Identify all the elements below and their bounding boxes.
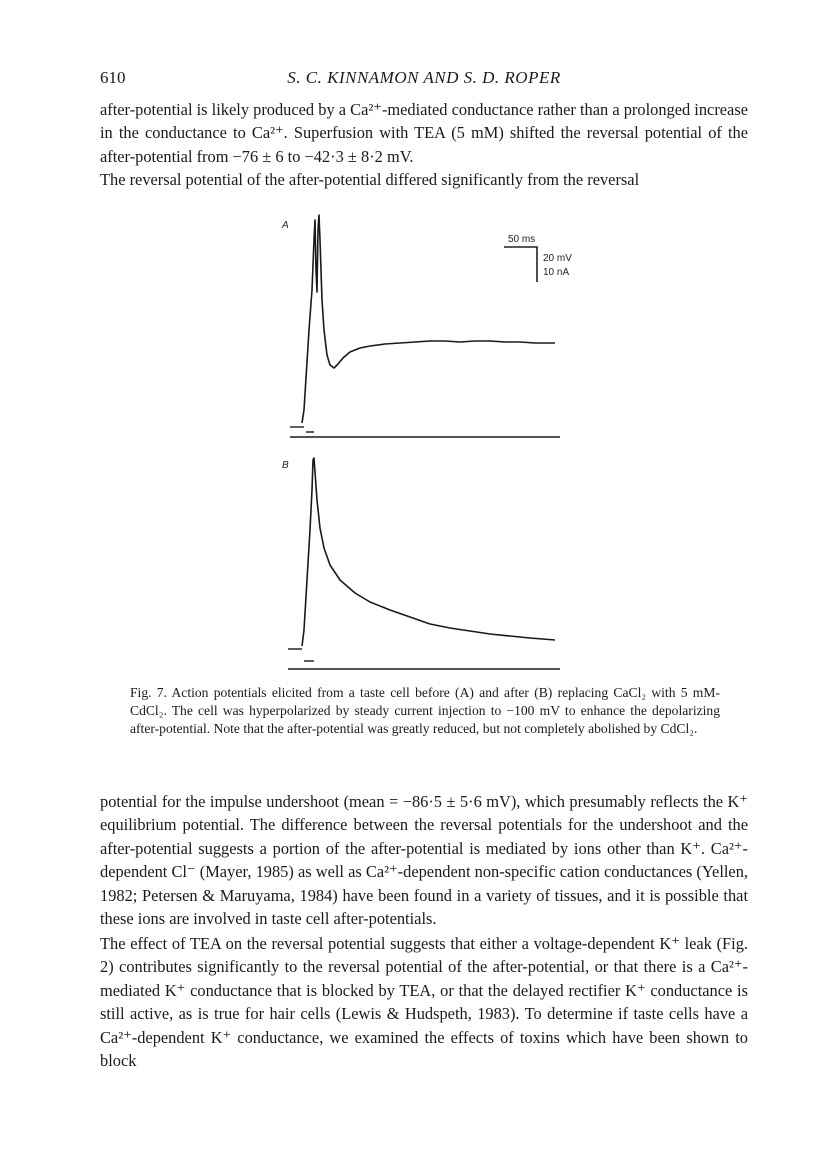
paragraph-4: The effect of TEA on the reversal potential suggests that either a voltage-dependent K⁺ leak (Fig. 2) contributes significantly to the reversal potential of the after-potential, or that there is a Ca²⁺-mediated K⁺ conductance that is blocked by TEA, or that the delayed rectifier K⁺ conductance is still active, as is true for hair cells (Lewis & Hudspeth, 1983). To determine if taste cells have a Ca²⁺-dependent K⁺ conductance, we examined the effects of toxins which have been shown to block (100, 934, 748, 1071)
scale-voltage-label: 20 mV (543, 253, 572, 264)
scale-time-label: 50 ms (508, 234, 536, 245)
trace-a-voltage (302, 215, 555, 423)
scale-bar (504, 247, 537, 282)
panel-a-label: A (282, 220, 289, 231)
paragraph-2: The reversal potential of the after-potential differed significantly from the reversal (100, 170, 640, 189)
figure-7 (270, 210, 580, 680)
figure-7-traces (270, 210, 580, 680)
running-head: S. C. KINNAMON AND S. D. ROPER (287, 68, 561, 87)
page-number: 610 (100, 68, 126, 87)
paragraph-1: after-potential is likely produced by a Ca²⁺-mediated conductance rather than a prolonged increase in the conductance to Ca²⁺. Superfusion with TEA (5 mM) shifted the reversal potential of the after-potential from −76 ± 6 to −42·3 ± 8·2 mV. (100, 100, 748, 166)
panel-b-label: B (282, 460, 289, 471)
paragraph-3: potential for the impulse undershoot (mean = −86·5 ± 5·6 mV), which presumably reflects the K⁺ equilibrium potential. The difference between the reversal potentials for the undershoot and the after-potential suggests a portion of the after-potential is mediated by ions other than K⁺. Ca²⁺-dependent Cl⁻ (Mayer, 1985) as well as Ca²⁺-dependent non-specific cation conductances (Yellen, 1982; Petersen & Maruyama, 1984) have been found in a variety of tissues, and it is possible that these ions are involved in taste cell after-potentials. (100, 792, 748, 929)
figure-caption: Fig. 7. Action potentials elicited from a taste cell before (A) and after (B) replacing CaCl₂ with 5 mM-CdCl₂. The cell was hyperpolarized by steady current injection to −100 mV to enhance the depolarizing after-potential. Note that the after-potential was greatly reduced, but not completely abolished by CdCl₂. (130, 685, 720, 736)
scale-current-label: 10 nA (543, 267, 570, 278)
trace-b-voltage (302, 458, 555, 646)
page-header (100, 68, 748, 92)
